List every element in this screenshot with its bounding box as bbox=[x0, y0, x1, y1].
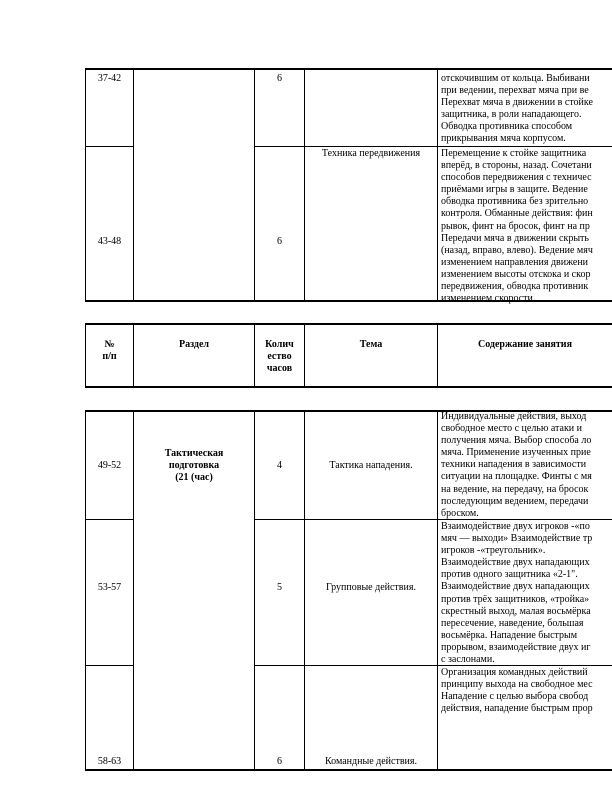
row-divider bbox=[85, 519, 133, 520]
top-border bbox=[85, 323, 612, 325]
col-line bbox=[85, 68, 86, 301]
row-divider bbox=[85, 146, 133, 147]
table-row-num: 53-57 bbox=[97, 582, 122, 593]
header-section: Раздел bbox=[178, 339, 210, 350]
header-num: № п/п bbox=[102, 339, 117, 363]
table-row-topic: Командные действия. bbox=[325, 756, 417, 767]
table-row-content: Индивидуальные действия, выход свободное место с целью атаки и получения мяча. Выбор способа ло мяча. Применение изученных прие техники нападения в зависимости ситуации на площадке. Финты с мя на ведение, на передачу, на бросок последующим ведением, передачи броском. bbox=[441, 411, 592, 519]
header-content: Содержание занятия bbox=[478, 339, 572, 350]
table-row-num: 37-42 bbox=[97, 73, 122, 84]
col-line bbox=[304, 68, 305, 301]
col-line bbox=[133, 323, 134, 387]
col-line bbox=[254, 68, 255, 301]
col-line bbox=[304, 323, 305, 387]
col-line bbox=[133, 68, 134, 301]
table-row-num: 43-48 bbox=[97, 236, 122, 247]
table-row-topic: Техника передвижения bbox=[321, 148, 421, 159]
table-row-content: Организация командных действий принципу выхода на свободное мес Нападение с целью выбора свобод действия, нападение быстрым прор bbox=[441, 667, 593, 715]
header-hours: Колич ество часов bbox=[265, 339, 294, 375]
table-row-content: Взаимодействие двух игроков -«по мяч — выходи» Взаимодействие тр игроков -«треугольник». Взаимодействие двух нападающих против одного защитника «2-1". Взаимодействие двух нападающих против трёх защитников, «тройка» скрестный выход, малая восьмёрка пересечение, наведение, большая восьмёрка. Нападение быстрым прорывом, взаимодействие двух иг с заслонами. bbox=[441, 521, 593, 666]
table-row-topic: Тактика нападения. bbox=[329, 460, 413, 471]
row-divider bbox=[85, 665, 133, 666]
top-border bbox=[85, 68, 612, 70]
table-row-content: отскочившим от кольца. Выбивани при ведении, перехват мяча при ве Перехват мяча в движении в стойке защитника, в роли нападающего. Обводка противника способом прикрывания мяча корпусом. bbox=[441, 73, 593, 145]
table-row-hours: 5 bbox=[277, 582, 282, 593]
table-row-hours: 4 bbox=[277, 460, 282, 471]
bottom-border bbox=[85, 769, 612, 771]
header-topic: Тема bbox=[359, 339, 383, 350]
table-row-hours: 6 bbox=[277, 756, 282, 767]
table-row-num: 49-52 bbox=[97, 460, 122, 471]
col-line bbox=[437, 410, 438, 770]
table-row-hours: 6 bbox=[277, 236, 282, 247]
table-row-topic: Групповые действия. bbox=[326, 582, 416, 593]
table-row-content: Перемещение к стойке защитника вперёд, в стороны, назад. Сочетани способов передвижения с техничес приёмами игры в защите. Ведение обводка противника без зрительно контроля. Обманные действия: фин рывок, финт на бросок, финт на пр Передачи мяча в движении скрыть (назад, вправо, влево). Ведение мяч изменением направления движени изменением высоты отскока и скор передвижения, обводка противник изменением скорости. bbox=[441, 148, 593, 305]
col-line bbox=[437, 68, 438, 301]
table-row-hours: 6 bbox=[277, 73, 282, 84]
bottom-border bbox=[85, 386, 612, 388]
section-title: Тактическая подготовка (21 (час) bbox=[164, 448, 224, 484]
row-divider bbox=[254, 146, 612, 147]
col-line bbox=[437, 323, 438, 387]
table-row-num: 58-63 bbox=[97, 756, 122, 767]
